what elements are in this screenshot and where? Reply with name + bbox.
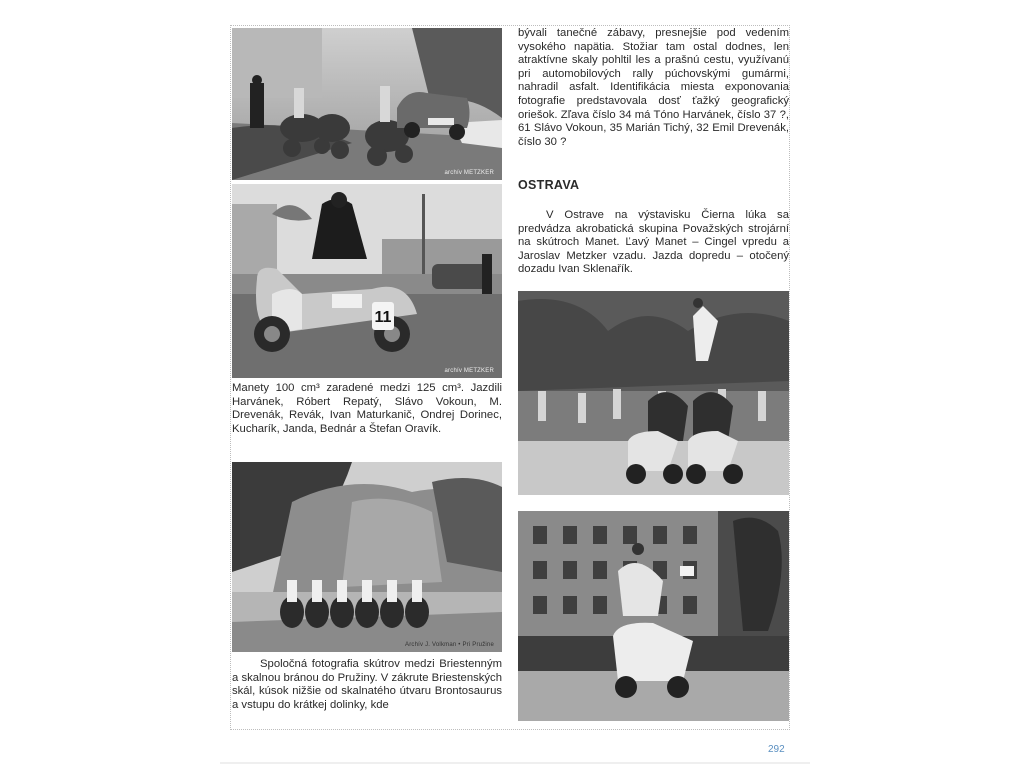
photo-scooter-rider: [232, 184, 502, 378]
photo-credit: Archív J. Volkman • Pri Pružine: [405, 642, 494, 648]
scooter-number: 11: [374, 309, 392, 326]
photo-group-rocks: [232, 462, 502, 652]
caption-left: Manety 100 cm³ zaradené medzi 125 cm³. Jazdili Harvánek, Róbert Repatý, Slávo Vokoun, M. Drevenák, Revák, Ivan Maturkanič, Ondrej Dorinec, Kucharík, Janda, Bednár a Štefan Oravík.: [232, 382, 502, 435]
text-right-top: bývali tanečné zábavy, presnejšie pod vedením vysokého napätia. Stožiar tam ostal dodnes, len atraktívne skaly pohltil les a prašnú cestu, využívanú pri automobilových rally púchovskými gumármi, nahradil asfalt. Identifikácia miesta exponovania fotografie predstavovala dosť ťažký geografický oriešok. Zľava číslo 34 má Tóno Harvánek, číslo 37 ?, 61 Slávo Vokoun, 35 Marián Tichý, 32 Emil Drevenák, číslo 30 ?: [518, 27, 789, 148]
text-ostrava: V Ostrave na výstavisku Čierna lúka sa predvádza akrobatická skupina Považských strojární na skútroch Manet. Ľavý Manet – Cingel vpredu a Jaroslav Metzker vzadu. Jazda dopredu – otočený dozadu Ivan Sklenařík.: [518, 209, 789, 276]
photo-credit: archív METZKER: [444, 170, 494, 176]
text-bottom-left: Spoločná fotografia skútrov medzi Briestenným a skalnou bránou do Pružiny. V zákrute Briestenských skál, kúsok nižšie od skalnatého útvaru Brontosaurus a vstupu do krátkej dolinky, kde: [232, 658, 502, 711]
section-heading: OSTRAVA: [518, 178, 580, 192]
photo-credit: archív METZKER: [444, 368, 494, 374]
photo-scooters-parked: [232, 28, 502, 180]
photo-acrobats-scooters: [518, 291, 789, 495]
divider: [220, 762, 810, 764]
page-number: 292: [768, 744, 785, 755]
photo-acrobat-square: [518, 511, 789, 721]
